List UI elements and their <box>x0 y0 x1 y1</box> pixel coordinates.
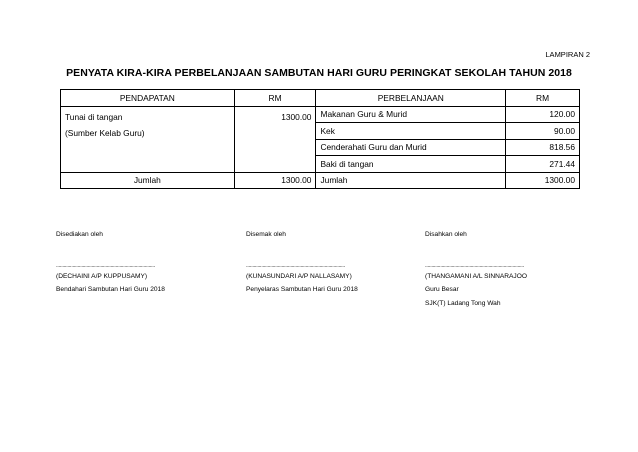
total-label-income: Jumlah <box>61 172 235 189</box>
income-amount: 1300.00 <box>234 106 316 172</box>
expense-statement-table <box>60 89 580 189</box>
income-line-2: (Sumber Kelab Guru) <box>65 127 145 138</box>
income-description <box>61 106 235 172</box>
total-row <box>61 172 580 189</box>
header-perbelanjaan: PERBELANJAAN <box>316 90 506 107</box>
signature-block-reviewed <box>246 228 358 297</box>
signature-block-approved <box>425 228 527 310</box>
expense-amount: 818.56 <box>506 139 580 156</box>
signatory-name: (KUNASUNDARI A/P NALLASAMY) <box>246 272 352 280</box>
signatory-name: (THANGAMANI A/L SINNARAJOO <box>425 272 527 280</box>
signature-line: .............................................................................. <box>246 262 345 269</box>
signatory-title: Bendahari Sambutan Hari Guru 2018 <box>56 286 165 294</box>
header-pendapatan: PENDAPATAN <box>61 90 235 107</box>
signatory-school: SJK(T) Ladang Tong Wah <box>425 299 501 307</box>
total-amount-income: 1300.00 <box>234 172 316 189</box>
signature-role: Disediakan oleh <box>56 231 103 238</box>
document-title: PENYATA KIRA-KIRA PERBELANJAAN SAMBUTAN HARI GURU PERINGKAT SEKOLAH TAHUN 2018 <box>66 67 572 79</box>
signatory-title: Penyelaras Sambutan Hari Guru 2018 <box>246 286 358 294</box>
table-row <box>61 106 580 123</box>
expense-amount: 120.00 <box>506 106 580 123</box>
income-line-1: Tunai di tangan <box>65 111 123 122</box>
signature-role: Disemak oleh <box>246 231 286 238</box>
signature-role: Disahkan oleh <box>425 231 467 238</box>
expense-amount: 90.00 <box>506 123 580 140</box>
appendix-label: LAMPIRAN 2 <box>545 50 590 59</box>
table-header-row <box>61 90 580 107</box>
expense-amount: 271.44 <box>506 156 580 173</box>
signatory-title: Guru Besar <box>425 286 459 294</box>
expense-item: Kek <box>316 123 506 140</box>
expense-item: Cenderahati Guru dan Murid <box>316 139 506 156</box>
header-rm-income: RM <box>234 90 316 107</box>
signatory-name: (DECHAINI A/P KUPPUSAMY) <box>56 272 148 280</box>
signature-block-prepared <box>56 228 165 297</box>
signature-line: .............................................................................. <box>425 262 524 269</box>
expense-item: Baki di tangan <box>316 156 506 173</box>
signature-line: .............................................................................. <box>56 262 155 269</box>
total-amount-expense: 1300.00 <box>506 172 580 189</box>
expense-item: Makanan Guru & Murid <box>316 106 506 123</box>
header-rm-expense: RM <box>506 90 580 107</box>
total-label-expense: Jumlah <box>316 172 506 189</box>
